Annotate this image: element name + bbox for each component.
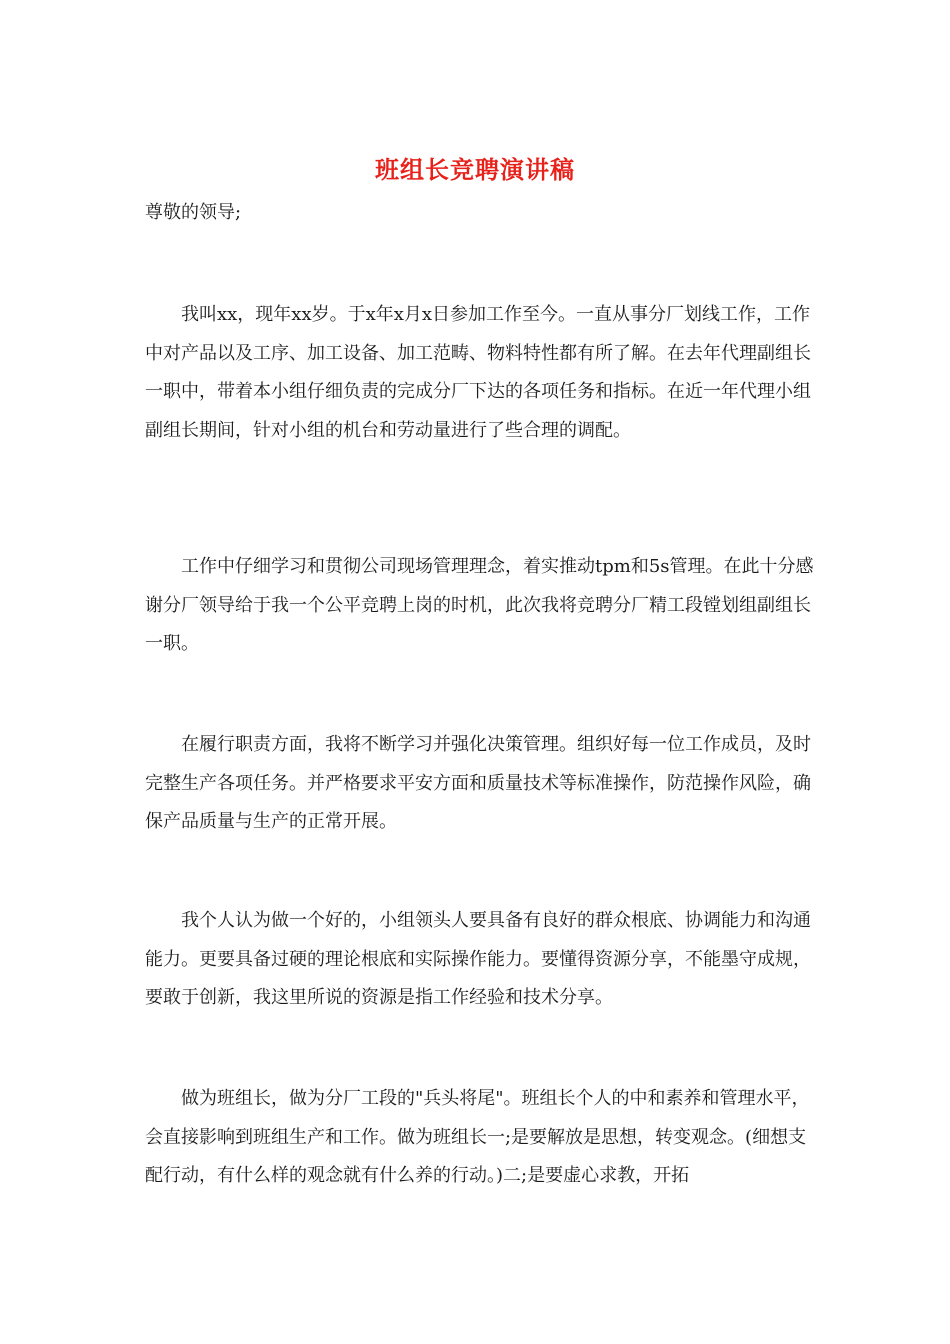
salutation: 尊敬的领导; xyxy=(145,202,242,223)
paragraph-3: 在履行职责方面，我将不断学习并强化决策管理。组织好每一位工作成员，及时完整生产各项任务。并严格要求平安方面和质量技术等标准操作，防范操作风险，确保产品质量与生产的正常开展。 xyxy=(145,734,811,832)
paragraph-1: 我叫xx，现年xx岁。于x年x月x日参加工作至今。一直从事分厂划线工作，工作中对产品以及工序、加工设备、加工范畴、物料特性都有所了解。在去年代理副组长一职中，带着本小组仔细负责的完成分厂下达的各项任务和指标。在近一年代理小组副组长期间，针对小组的机台和劳动量进行了些合理的调配。 xyxy=(145,304,811,441)
paragraph-5: 做为班组长，做为分厂工段的"兵头将尾"。班组长个人的中和素养和管理水平，会直接影响到班组生产和工作。做为班组长一;是要解放是思想，转变观念。(细想支配行动，有什么样的观念就有什么养的行动。)二;是要虚心求教，开拓 xyxy=(145,1088,810,1186)
document-title: 班组长竞聘演讲稿 xyxy=(375,155,575,184)
paragraph-4: 我个人认为做一个好的，小组领头人要具备有良好的群众根底、协调能力和沟通能力。更要具备过硬的理论根底和实际操作能力。要懂得资源分享，不能墨守成规，要敢于创新，我这里所说的资源是指工作经验和技术分享。 xyxy=(145,910,811,1008)
paragraph-2: 工作中仔细学习和贯彻公司现场管理理念，着实推动tpm和5s管理。在此十分感谢分厂领导给于我一个公平竞聘上岗的时机，此次我将竞聘分厂精工段镗划组副组长一职。 xyxy=(145,556,814,654)
